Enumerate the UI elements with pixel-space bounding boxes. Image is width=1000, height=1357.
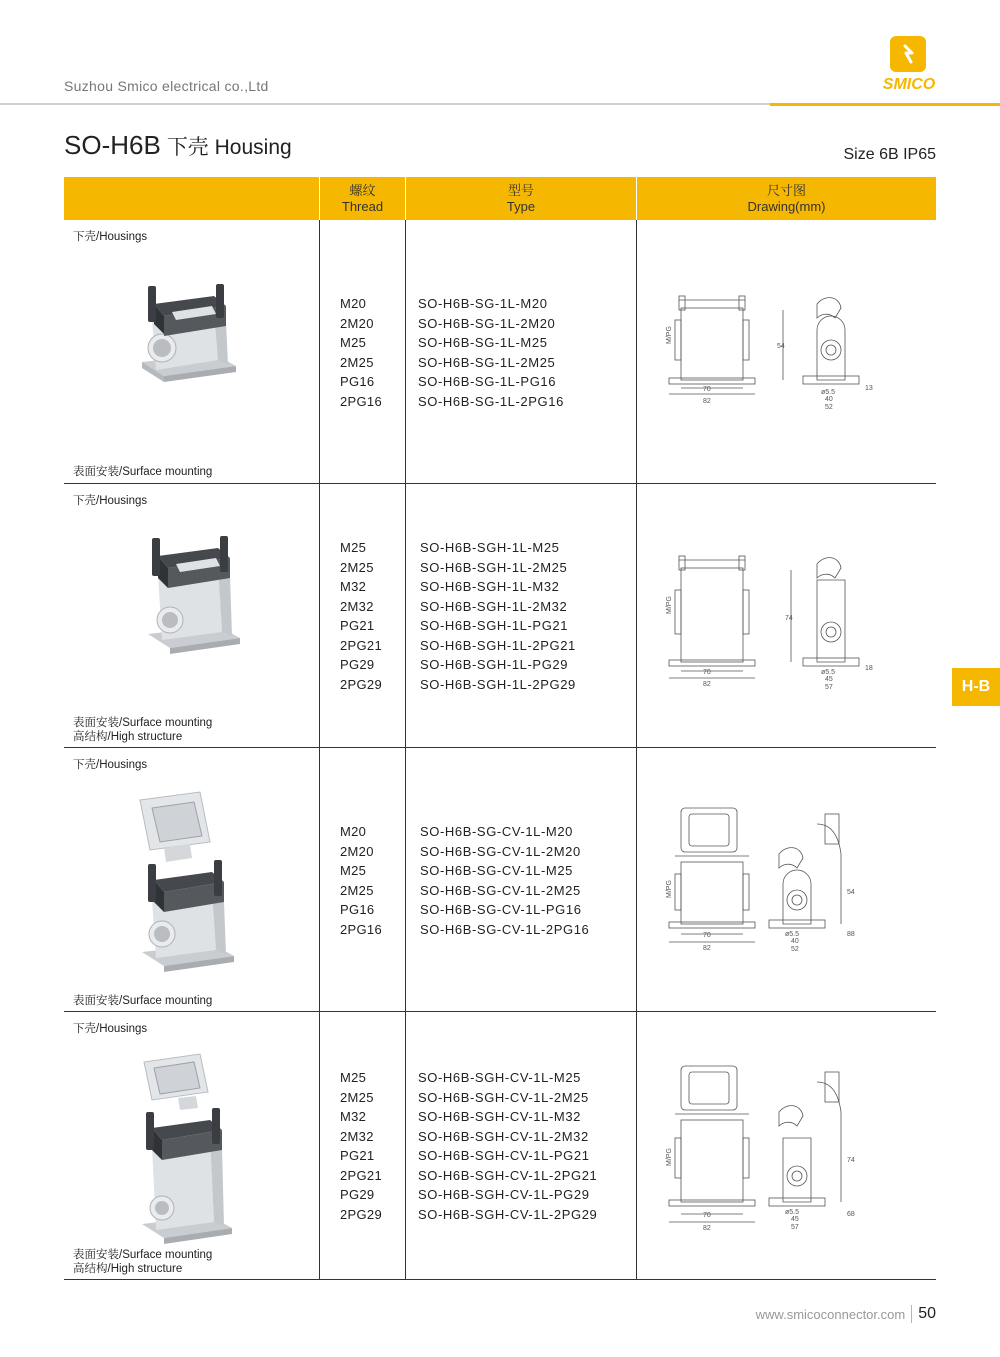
header-drawing [636,177,936,220]
header-divider [0,103,770,105]
thread-cell [319,1012,405,1279]
dim-d: ø5.5 [785,931,800,938]
dim-c: 74 [785,615,793,622]
header-accent-divider [770,103,1000,106]
model-name: SO-H6B [64,130,161,160]
header-thread-en: Thread [341,198,384,214]
type-value: SO-H6B-SGH-1L-2PG21 [420,637,576,653]
drawing-cell [636,220,936,483]
type-cell [405,1012,636,1279]
smico-logo [878,36,940,98]
thread-value: 2PG16 [340,393,382,409]
dim-b: 82 [703,681,711,688]
dim-e: 45 [825,676,833,683]
product-cell [64,220,319,483]
thread-value: 2PG21 [340,637,382,653]
dim-f: 57 [791,1224,799,1231]
type-value: SO-H6B-SG-CV-1L-2M25 [420,882,581,898]
dim-b: 82 [703,945,711,952]
type-list [418,294,564,411]
thread-value: 2PG16 [340,921,382,937]
drawing-cell [636,1012,936,1279]
thread-list [340,538,382,694]
type-value: SO-H6B-SGH-1L-M25 [420,540,560,555]
table-row [64,1012,936,1280]
type-value: SO-H6B-SGH-CV-1L-PG21 [418,1148,590,1163]
type-value: SO-H6B-SG-1L-2PG16 [418,393,564,409]
dim-d: ø5.5 [785,1209,800,1216]
type-cell [405,748,636,1011]
header-thread-cn: 螺纹 [349,182,376,198]
product-cell [64,748,319,1011]
dim-a: 70 [703,1212,711,1219]
housing-photo [134,284,244,399]
thread-cell [319,748,405,1011]
dim-b: 82 [703,1225,711,1232]
thread-list [340,822,382,939]
thread-value: 2M20 [340,315,374,331]
mounting-note: 表面安装/Surface mounting [73,717,213,729]
thread-value: M25 [340,863,367,878]
dimension-drawing [667,290,907,410]
housing-photo [130,788,254,988]
thread-value: 2M32 [340,1128,374,1144]
page-footer [756,1305,936,1323]
footer-divider [911,1305,912,1323]
dim-c: 54 [777,343,785,350]
dim-g: 88 [847,931,855,938]
thread-value: M20 [340,824,367,839]
dim-a: 70 [703,932,711,939]
dim-f: 52 [791,946,799,953]
thread-value: M25 [340,335,367,350]
dim-f: 57 [825,684,833,691]
thread-value: PG16 [340,374,375,389]
type-value: SO-H6B-SGH-CV-1L-PG29 [418,1187,590,1202]
header-type-cn: 型号 [507,182,534,198]
type-value: SO-H6B-SGH-1L-M32 [420,579,560,594]
dim-b: 82 [703,398,711,405]
dim-e: 40 [791,938,799,945]
type-value: SO-H6B-SG-1L-2M25 [418,354,556,370]
dimension-drawing [667,550,907,690]
thread-value: PG21 [340,618,375,633]
housing-photo [130,1048,254,1248]
header-type [405,177,636,220]
type-value: SO-H6B-SG-CV-1L-2PG16 [420,921,590,937]
type-value: SO-H6B-SGH-CV-1L-2M25 [418,1089,589,1105]
section-tab: H-B [952,668,1000,706]
category-label: 下壳/Housings [73,1023,148,1035]
type-value: SO-H6B-SGH-1L-PG29 [420,657,569,672]
dim-g: 13 [865,385,873,392]
dimension-drawing [667,804,917,954]
page-title [64,130,292,161]
thread-value: M25 [340,1070,367,1085]
structure-note: 高结构/High structure [73,731,183,743]
thread-value: PG29 [340,657,375,672]
thread-value: 2PG29 [340,676,382,692]
type-list [420,538,576,694]
thread-value: M20 [340,296,367,311]
table-row [64,748,936,1012]
dim-g: 68 [847,1211,855,1218]
mounting-note: 表面安装/Surface mounting [73,466,213,478]
dim-f: 52 [825,404,833,411]
thread-list [340,294,382,411]
thread-value: 2M25 [340,882,374,898]
housing-photo [140,534,250,664]
thread-value: PG29 [340,1187,375,1202]
company-name: Suzhou Smico electrical co.,Ltd [64,78,269,94]
dim-d: ø5.5 [821,669,836,676]
thread-value: 2PG21 [340,1167,382,1183]
category-label: 下壳/Housings [73,759,148,771]
logo-mark-icon [890,36,926,72]
dim-mpg: M/PG [666,326,673,344]
type-value: SO-H6B-SGH-CV-1L-2M32 [418,1128,589,1144]
logo-text: SMICO [882,76,936,93]
type-value: SO-H6B-SG-1L-M20 [418,296,548,311]
type-list [420,822,589,939]
type-value: SO-H6B-SG-CV-1L-M20 [420,824,573,839]
type-value: SO-H6B-SGH-CV-1L-2PG21 [418,1167,598,1183]
dim-c: 54 [847,889,855,896]
type-value: SO-H6B-SG-1L-2M20 [418,315,556,331]
type-value: SO-H6B-SGH-1L-PG21 [420,618,569,633]
dim-c: 74 [847,1157,855,1164]
title-subtitle: 下壳 Housing [166,136,292,159]
type-value: SO-H6B-SGH-1L-2M25 [420,559,568,575]
dim-d: ø5.5 [821,389,836,396]
dim-e: 40 [825,396,833,403]
type-value: SO-H6B-SG-CV-1L-M25 [420,863,573,878]
drawing-cell [636,748,936,1011]
dim-a: 70 [703,386,711,393]
type-value: SO-H6B-SGH-CV-1L-2PG29 [418,1206,598,1222]
thread-value: 2PG29 [340,1206,382,1222]
type-value: SO-H6B-SG-CV-1L-PG16 [420,902,582,917]
page-number: 50 [918,1305,936,1322]
thread-value: PG21 [340,1148,375,1163]
type-value: SO-H6B-SG-1L-M25 [418,335,548,350]
thread-value: M32 [340,579,367,594]
type-value: SO-H6B-SGH-1L-2PG29 [420,676,576,692]
thread-value: M25 [340,540,367,555]
thread-value: M32 [340,1109,367,1124]
table-row [64,220,936,484]
drawing-cell [636,484,936,747]
thread-value: 2M20 [340,843,374,859]
type-value: SO-H6B-SGH-CV-1L-M32 [418,1109,581,1124]
thread-cell [319,220,405,483]
thread-value: 2M25 [340,354,374,370]
type-cell [405,484,636,747]
dim-a: 70 [703,669,711,676]
header-blank [64,177,319,220]
dim-mpg: M/PG [666,1148,673,1166]
header-type-en: Type [506,198,536,214]
header-drawing-cn: 尺寸图 [766,182,806,198]
dim-mpg: M/PG [666,880,673,898]
dim-g: 18 [865,665,873,672]
thread-value: 2M25 [340,1089,374,1105]
table-header [64,177,936,220]
dim-mpg: M/PG [666,596,673,614]
product-cell [64,484,319,747]
type-value: SO-H6B-SG-CV-1L-2M20 [420,843,581,859]
type-cell [405,220,636,483]
website-url: www.smicoconnector.com [755,1306,906,1322]
header-drawing-en: Drawing(mm) [747,198,826,214]
type-list [418,1068,597,1224]
thread-value: 2M32 [340,598,374,614]
dim-e: 45 [791,1216,799,1223]
size-label: Size 6B IP65 [843,146,936,163]
type-value: SO-H6B-SGH-CV-1L-M25 [418,1070,581,1085]
structure-note: 高结构/High structure [73,1263,183,1275]
thread-list [340,1068,382,1224]
product-cell [64,1012,319,1279]
mounting-note: 表面安装/Surface mounting [73,1249,213,1261]
category-label: 下壳/Housings [73,231,148,243]
mounting-note: 表面安装/Surface mounting [73,995,213,1007]
type-value: SO-H6B-SGH-1L-2M32 [420,598,568,614]
thread-cell [319,484,405,747]
table-row [64,484,936,748]
type-value: SO-H6B-SG-1L-PG16 [418,374,557,389]
dimension-drawing [667,1062,917,1232]
category-label: 下壳/Housings [73,495,148,507]
thread-value: PG16 [340,902,375,917]
spec-table [64,177,936,1280]
header-thread [319,177,405,220]
thread-value: 2M25 [340,559,374,575]
